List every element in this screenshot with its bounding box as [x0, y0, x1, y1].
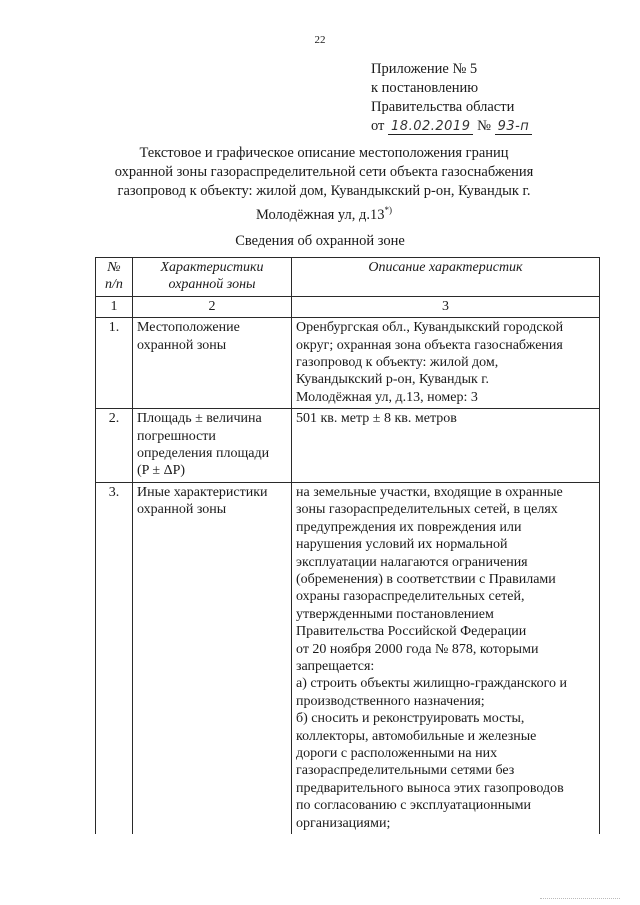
text-line: организациями; [296, 815, 391, 831]
document-title [60, 144, 588, 225]
header-characteristics-line-2: охранной зоны [168, 277, 256, 293]
protection-zone-table [95, 257, 600, 834]
text-line: эксплуатации налагаются ограничения [296, 554, 528, 570]
column-number-2: 2 [133, 296, 292, 317]
date-prefix: от [371, 118, 385, 134]
text-line: Местоположение [137, 320, 240, 336]
text-line: запрещается: [296, 658, 375, 674]
row-description [292, 409, 600, 483]
text-line: предупреждения их повреждения или [296, 519, 522, 535]
text-line: от 20 ноября 2000 года № 878, которыми [296, 641, 539, 657]
row-characteristic [133, 482, 292, 834]
header-characteristics [133, 258, 292, 297]
header-number-line-2: п/п [105, 277, 123, 293]
text-line: погрешности [137, 428, 216, 444]
appendix-block [371, 60, 532, 136]
text-line: зоны газораспределительных сетей, в целях [296, 502, 558, 518]
column-number-3: 3 [292, 296, 600, 317]
text-line: нарушения условий их нормальной [296, 537, 508, 553]
handwritten-number: 93-п [495, 119, 533, 135]
text-line: б) сносить и реконструировать мосты, [296, 711, 525, 727]
text-line: округ; охранная зона объекта газоснабжения [296, 337, 563, 353]
footnote-mark: *) [384, 205, 393, 215]
header-number-line-1: № [107, 260, 121, 275]
handwritten-date: 18.02.2019 [388, 119, 473, 135]
text-line: утвержденными постановлением [296, 606, 494, 622]
appendix-line-1: Приложение № 5 [371, 61, 478, 77]
text-line: газораспределительными сетями без [296, 763, 515, 779]
text-line: по согласованию с эксплуатационными [296, 798, 531, 814]
text-line: Иные характеристики [137, 484, 268, 500]
scan-artifact [540, 898, 620, 901]
text-line: на земельные участки, входящие в охранные [296, 484, 563, 500]
text-line: предварительного выноса этих газопроводов [296, 780, 564, 796]
text-line: 501 кв. метр ± 8 кв. метров [296, 411, 457, 427]
row-characteristic [133, 318, 292, 409]
row-description [292, 318, 600, 409]
text-line: Оренбургская обл., Кувандыкский городской [296, 320, 564, 336]
title-line-4 [60, 201, 588, 225]
title-line-3: газопровод к объекту: жилой дом, Кувандыкский р-он, Кувандык г. [117, 183, 531, 199]
row-characteristic [133, 409, 292, 483]
row-number: 2. [96, 409, 133, 483]
number-sign: № [477, 118, 491, 134]
text-line: охранной зоны [137, 337, 227, 353]
table-row [96, 409, 600, 483]
appendix-date-line [371, 117, 532, 136]
title-line-1: Текстовое и графическое описание местоположения границ [139, 145, 509, 161]
table-row [96, 482, 600, 834]
table-header-row [96, 258, 600, 297]
text-line: охраны газораспределительных сетей, [296, 589, 525, 605]
header-number [96, 258, 133, 297]
column-number-1: 1 [96, 296, 133, 317]
text-line: Кувандыкский р-он, Кувандык г. [296, 372, 489, 388]
section-subtitle: Сведения об охранной зоне [235, 233, 405, 249]
header-description: Описание характеристик [292, 258, 600, 297]
title-line-2: охранной зоны газораспределительной сети объекта газоснабжения [114, 164, 534, 180]
page-number: 22 [314, 34, 326, 46]
column-numbering-row [96, 296, 600, 317]
text-line: производственного назначения; [296, 693, 485, 709]
row-description [292, 482, 600, 834]
row-number: 3. [96, 482, 133, 834]
text-line: определения площади [137, 446, 270, 462]
text-line: Правительства Российской Федерации [296, 624, 527, 640]
text-line: Молодёжная ул, д.13, номер: 3 [296, 389, 478, 405]
header-characteristics-line-1: Характеристики [160, 260, 264, 275]
text-line: охранной зоны [137, 502, 227, 518]
text-line: (обременения) в соответствии с Правилами [296, 571, 556, 587]
table-row [96, 318, 600, 409]
appendix-line-2: к постановлению [371, 80, 479, 96]
title-line-4-text: Молодёжная ул, д.13 [255, 206, 385, 223]
text-line: а) строить объекты жилищно-гражданского и [296, 676, 567, 692]
row-number: 1. [96, 318, 133, 409]
text-line: Площадь ± величина [137, 411, 262, 427]
text-line: коллекторы, автомобильные и железные [296, 728, 537, 744]
appendix-line-3: Правительства области [371, 99, 515, 115]
text-line: дороги с расположенными на них [296, 745, 498, 761]
text-line: (P ± ΔP) [137, 463, 186, 479]
text-line: газопровод к объекту: жилой дом, [296, 355, 499, 371]
